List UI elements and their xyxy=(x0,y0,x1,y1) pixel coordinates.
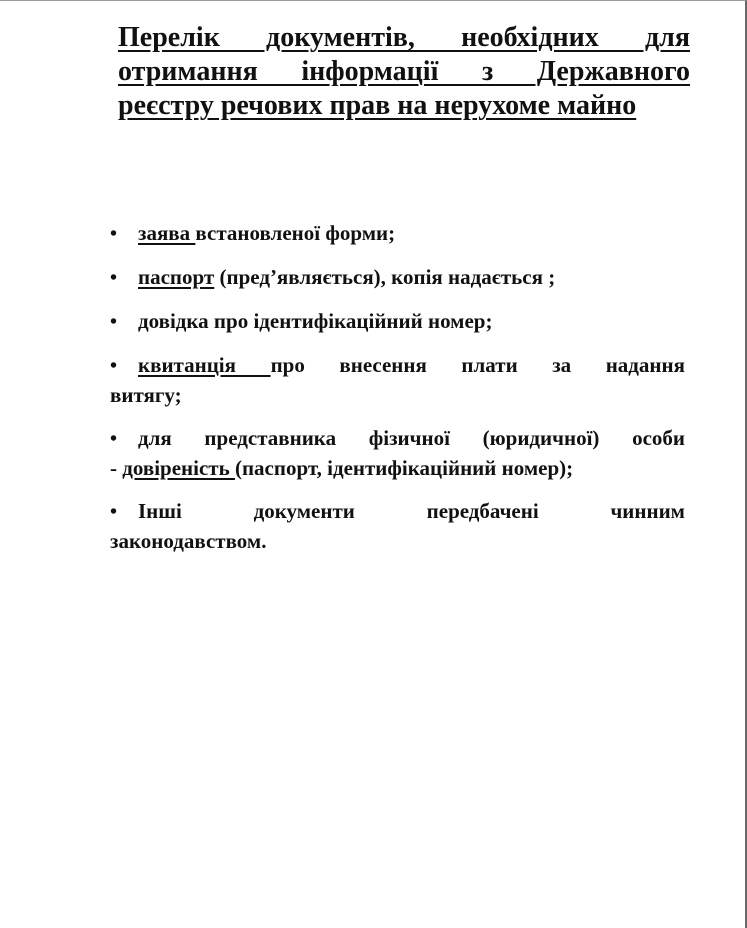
power-of-attorney-term: довіреність xyxy=(122,456,235,480)
list-item-power-of-attorney xyxy=(110,424,685,483)
bullet-icon: • xyxy=(110,428,118,450)
document-title xyxy=(118,21,690,123)
application-desc: встановленої форми; xyxy=(195,221,396,245)
title-line-2: отримання інформації з Державного xyxy=(118,56,690,87)
bullet-icon: • xyxy=(110,355,118,377)
bullet-icon: • xyxy=(110,311,118,333)
tax-id-text: довідка про ідентифікаційний номер; xyxy=(138,309,493,333)
bullet-icon: • xyxy=(110,501,118,523)
other-documents-cont: законодавством. xyxy=(110,529,267,553)
application-term: заява xyxy=(138,221,196,245)
list-item-passport xyxy=(110,263,685,293)
passport-desc: (пред’являється), копія надається ; xyxy=(214,265,556,289)
list-item-receipt xyxy=(110,351,685,410)
receipt-desc: про внесення плати за надання xyxy=(270,353,685,377)
power-of-attorney-desc: (паспорт, ідентифікаційний номер); xyxy=(234,456,574,480)
title-line-3: реєстру речових прав на нерухоме майно xyxy=(118,90,637,121)
list-item-application xyxy=(110,219,685,249)
other-documents-text: Інші документи передбачені чинним xyxy=(138,499,685,523)
title-line-1: Перелік документів, необхідних для xyxy=(118,22,690,53)
dash: - xyxy=(110,456,123,480)
list-item-other-documents xyxy=(110,497,685,556)
list-item-tax-id xyxy=(110,307,685,337)
passport-term: паспорт xyxy=(138,265,215,289)
bullet-icon: • xyxy=(110,223,118,245)
receipt-desc-cont: витягу; xyxy=(110,383,182,407)
receipt-term: квитанція xyxy=(138,353,271,377)
representative-text: для представника фізичної (юридичної) особи xyxy=(138,426,685,450)
documents-list xyxy=(110,219,685,570)
bullet-icon: • xyxy=(110,267,118,289)
